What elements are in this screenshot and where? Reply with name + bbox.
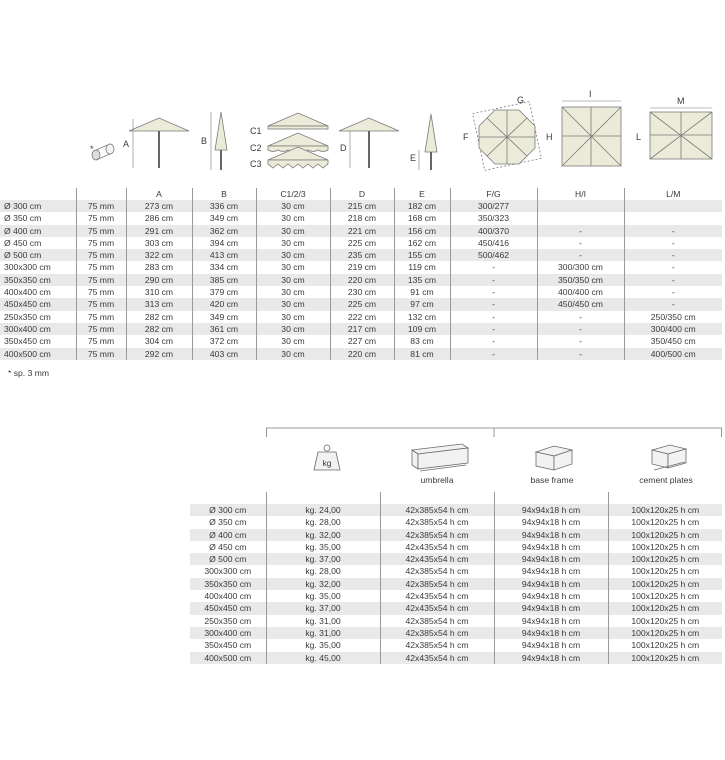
table-cell: 42x385x54 h cm (380, 529, 494, 541)
table-cell: 100x120x25 h cm (608, 602, 722, 614)
table-cell: 304 cm (126, 335, 192, 347)
table-cell: 362 cm (192, 225, 256, 237)
table-row (190, 615, 722, 627)
table-cell: Ø 300 cm (0, 200, 76, 212)
table-cell: - (450, 261, 537, 273)
table-cell: 286 cm (126, 212, 192, 224)
dimensions-header-cell (76, 188, 126, 200)
table-cell: 336 cm (192, 200, 256, 212)
table-cell: - (537, 225, 624, 237)
table-cell: 42x435x54 h cm (380, 590, 494, 602)
table-cell: 100x120x25 h cm (608, 627, 722, 639)
table-cell: 400/500 cm (624, 348, 722, 360)
table-cell: 400/370 (450, 225, 537, 237)
table-cell: - (624, 274, 722, 286)
table-cell: 300x300 cm (204, 566, 252, 577)
table-cell: 350x450 cm (4, 336, 51, 347)
table-cell: 218 cm (330, 212, 394, 224)
table-cell: 94x94x18 h cm (494, 627, 608, 639)
table-cell: kg. 32,00 (266, 578, 380, 590)
table-row (190, 639, 722, 651)
table-cell: 94x94x18 h cm (494, 565, 608, 577)
table-cell: 372 cm (192, 335, 256, 347)
table-cell: 75 mm (76, 261, 126, 273)
table-cell: 75 mm (76, 200, 126, 212)
umbrella-header: umbrella (420, 475, 454, 485)
table-cell (537, 212, 624, 224)
label-c1: C1 (250, 126, 262, 136)
table-cell: 42x385x54 h cm (380, 615, 494, 627)
table-cell: 109 cm (394, 323, 450, 335)
table-cell: 30 cm (256, 335, 330, 347)
table-cell: 100x120x25 h cm (608, 516, 722, 528)
table-cell: Ø 300 cm (190, 504, 266, 516)
table-cell: Ø 500 cm (0, 249, 76, 261)
table-cell: 42x385x54 h cm (380, 565, 494, 577)
table-cell: 155 cm (394, 249, 450, 261)
rectangular-top-view-lm (650, 108, 712, 159)
table-cell: 100x120x25 h cm (608, 639, 722, 651)
table-cell: 300/300 cm (537, 261, 624, 273)
table-row (0, 335, 722, 347)
table-cell: 94x94x18 h cm (494, 615, 608, 627)
table-cell: 283 cm (126, 261, 192, 273)
table-cell: 42x385x54 h cm (380, 578, 494, 590)
table-row (190, 652, 722, 664)
table-cell: 94x94x18 h cm (494, 553, 608, 565)
label-a: A (123, 139, 130, 149)
table-row (190, 602, 722, 614)
table-cell: 310 cm (126, 286, 192, 298)
table-cell: 75 mm (76, 237, 126, 249)
dimensions-table (0, 188, 722, 360)
dimensions-header-cell: F/G (450, 188, 537, 200)
table-cell: 30 cm (256, 200, 330, 212)
pole-section-drawing (92, 144, 114, 160)
table-cell: 75 mm (76, 311, 126, 323)
star-label: * (90, 144, 94, 154)
dimensions-header-cell: A (126, 188, 192, 200)
table-cell: 303 cm (126, 237, 192, 249)
table-cell: Ø 400 cm (190, 529, 266, 541)
table-row (190, 516, 722, 528)
table-cell: 400x400 cm (4, 287, 51, 298)
table-cell: 217 cm (330, 323, 394, 335)
table-cell: 300/277 (450, 200, 537, 212)
table-cell: kg. 28,00 (266, 516, 380, 528)
umbrella-side-view-d (339, 118, 399, 168)
table-cell: Ø 350 cm (4, 213, 42, 224)
table-cell: 349 cm (192, 212, 256, 224)
table-cell: 250x350 cm (4, 311, 51, 322)
table-cell: 394 cm (192, 237, 256, 249)
table-cell: kg. 45,00 (266, 652, 380, 664)
table-cell: - (624, 249, 722, 261)
table-cell: 182 cm (394, 200, 450, 212)
table-row (0, 212, 722, 224)
table-cell: 75 mm (76, 335, 126, 347)
label-f: F (463, 132, 469, 142)
table-cell: 30 cm (256, 286, 330, 298)
table-cell: - (624, 261, 722, 273)
table-cell: 291 cm (126, 225, 192, 237)
table-cell: 30 cm (256, 212, 330, 224)
table-row (190, 553, 722, 565)
table-cell: 300x400 cm (190, 627, 266, 639)
table-cell: 42x435x54 h cm (380, 602, 494, 614)
table-cell: 219 cm (330, 261, 394, 273)
label-c3: C3 (250, 159, 262, 169)
table-cell: - (537, 237, 624, 249)
table-cell: 379 cm (192, 286, 256, 298)
table-cell: - (624, 298, 722, 310)
table-cell: kg. 35,00 (266, 541, 380, 553)
table-cell: Ø 400 cm (0, 225, 76, 237)
table-cell: 91 cm (394, 286, 450, 298)
table-cell: 30 cm (256, 261, 330, 273)
table-cell: 220 cm (330, 274, 394, 286)
technical-diagrams (0, 0, 725, 185)
table-cell: 30 cm (256, 311, 330, 323)
table-cell: 334 cm (192, 261, 256, 273)
table-cell: - (624, 286, 722, 298)
packaging-bracket (266, 426, 722, 438)
table-cell: 94x94x18 h cm (494, 602, 608, 614)
table-row (190, 565, 722, 577)
dimensions-header-cell: H/I (537, 188, 624, 200)
table-cell: 300x400 cm (0, 323, 76, 335)
label-d: D (340, 143, 347, 153)
table-cell: 75 mm (76, 348, 126, 360)
table-cell: 135 cm (394, 274, 450, 286)
table-cell: Ø 350 cm (209, 517, 247, 528)
table-cell: 42x435x54 h cm (380, 541, 494, 553)
label-h: H (546, 132, 553, 142)
umbrella-side-view-a (129, 118, 189, 168)
dimensions-header-cell: C1/2/3 (256, 188, 330, 200)
table-cell: - (537, 348, 624, 360)
table-cell: 94x94x18 h cm (494, 541, 608, 553)
table-cell: kg. 35,00 (266, 590, 380, 602)
umbrella-box-icon (412, 444, 468, 471)
table-cell: 450/450 cm (537, 298, 624, 310)
table-cell: 225 cm (330, 298, 394, 310)
table-cell: kg. 35,00 (266, 639, 380, 651)
table-cell: - (450, 323, 537, 335)
table-cell: 300x300 cm (4, 262, 51, 273)
table-cell: 225 cm (330, 237, 394, 249)
table-row (190, 578, 722, 590)
table-row (0, 249, 722, 261)
table-cell: 119 cm (394, 261, 450, 273)
table-cell: 385 cm (192, 274, 256, 286)
square-top-view-hi (562, 101, 621, 166)
table-cell: - (624, 237, 722, 249)
table-cell: - (450, 286, 537, 298)
table-cell (537, 200, 624, 212)
table-cell: 42x435x54 h cm (380, 553, 494, 565)
table-row (190, 590, 722, 602)
table-cell: 100x120x25 h cm (608, 529, 722, 541)
table-cell: 42x385x54 h cm (380, 627, 494, 639)
packaging-table (190, 504, 722, 664)
table-cell: 94x94x18 h cm (494, 516, 608, 528)
table-cell: 42x385x54 h cm (380, 639, 494, 651)
table-cell: 30 cm (256, 237, 330, 249)
table-cell: 403 cm (192, 348, 256, 360)
table-cell: - (537, 249, 624, 261)
table-cell: 322 cm (126, 249, 192, 261)
base-frame-box-icon (536, 446, 572, 470)
packaging-column-dividers (190, 492, 722, 504)
table-cell: 94x94x18 h cm (494, 639, 608, 651)
table-cell: 227 cm (330, 335, 394, 347)
table-cell: 81 cm (394, 348, 450, 360)
table-cell: Ø 500 cm (190, 553, 266, 565)
dimensions-header-cell (0, 188, 76, 200)
table-cell (624, 200, 722, 212)
table-cell: 413 cm (192, 249, 256, 261)
table-cell: 75 mm (76, 225, 126, 237)
table-cell: 361 cm (192, 323, 256, 335)
table-cell: 215 cm (330, 200, 394, 212)
table-cell: 221 cm (330, 225, 394, 237)
table-cell: 100x120x25 h cm (608, 652, 722, 664)
table-row (190, 529, 722, 541)
table-cell: - (537, 335, 624, 347)
table-cell: 100x120x25 h cm (608, 578, 722, 590)
table-cell: 30 cm (256, 225, 330, 237)
table-cell: 132 cm (394, 311, 450, 323)
table-cell: 300/400 cm (624, 323, 722, 335)
weight-icon-label: kg (322, 458, 332, 468)
dimensions-header-cell: L/M (624, 188, 722, 200)
table-cell: 30 cm (256, 249, 330, 261)
table-cell: - (537, 311, 624, 323)
table-cell: - (624, 225, 722, 237)
table-cell: 42x385x54 h cm (380, 516, 494, 528)
table-cell: 162 cm (394, 237, 450, 249)
table-cell: 75 mm (76, 274, 126, 286)
table-cell: 94x94x18 h cm (494, 529, 608, 541)
table-cell: 75 mm (76, 298, 126, 310)
footnote: * sp. 3 mm (8, 368, 50, 378)
table-cell: 97 cm (394, 298, 450, 310)
table-row (0, 200, 722, 212)
table-cell: 222 cm (330, 311, 394, 323)
table-cell: 450/416 (450, 237, 537, 249)
table-cell: 400x500 cm (0, 348, 76, 360)
table-cell: 273 cm (126, 200, 192, 212)
table-cell: 350x450 cm (204, 640, 252, 651)
table-cell: 292 cm (126, 348, 192, 360)
table-cell: 30 cm (256, 298, 330, 310)
table-cell: 168 cm (394, 212, 450, 224)
table-row (0, 286, 722, 298)
table-cell: 75 mm (76, 212, 126, 224)
table-cell: - (537, 323, 624, 335)
packaging-header (266, 438, 722, 492)
table-cell: 75 mm (76, 286, 126, 298)
table-row (190, 504, 722, 516)
label-b: B (201, 136, 208, 146)
label-i: I (589, 89, 592, 99)
label-g: G (517, 95, 525, 105)
table-cell: 42x385x54 h cm (380, 504, 494, 516)
dimensions-header-cell: D (330, 188, 394, 200)
label-l: L (636, 132, 642, 142)
table-row (190, 627, 722, 639)
table-cell: 100x120x25 h cm (608, 553, 722, 565)
table-cell: 450x450 cm (190, 602, 266, 614)
dimensions-header-cell: E (394, 188, 450, 200)
table-cell: 350/350 cm (537, 274, 624, 286)
table-cell: 250/350 cm (624, 311, 722, 323)
table-cell: 94x94x18 h cm (494, 578, 608, 590)
table-cell: 500/462 (450, 249, 537, 261)
table-cell: 313 cm (126, 298, 192, 310)
table-cell: 30 cm (256, 323, 330, 335)
table-cell: 100x120x25 h cm (608, 565, 722, 577)
table-cell: 100x120x25 h cm (608, 615, 722, 627)
table-cell: 250x350 cm (204, 615, 252, 626)
table-cell: kg. 28,00 (266, 565, 380, 577)
table-cell (624, 212, 722, 224)
table-row (0, 225, 722, 237)
table-cell: Ø 450 cm (209, 541, 247, 552)
table-cell: 420 cm (192, 298, 256, 310)
table-cell: kg. 37,00 (266, 602, 380, 614)
table-cell: 94x94x18 h cm (494, 652, 608, 664)
table-cell: kg. 37,00 (266, 553, 380, 565)
round-top-view-fg (473, 102, 542, 171)
table-row (0, 237, 722, 249)
valance-variants-c (268, 113, 328, 168)
table-cell: - (450, 274, 537, 286)
table-cell: kg. 24,00 (266, 504, 380, 516)
table-cell: kg. 31,00 (266, 615, 380, 627)
table-cell: 30 cm (256, 348, 330, 360)
label-m: M (677, 96, 685, 106)
table-cell: 100x120x25 h cm (608, 504, 722, 516)
cement-plates-header: cement plates (639, 475, 693, 485)
table-cell: 350/323 (450, 212, 537, 224)
dimensions-header-cell: B (192, 188, 256, 200)
table-cell: - (450, 348, 537, 360)
table-cell: kg. 31,00 (266, 627, 380, 639)
table-cell: 400x500 cm (190, 652, 266, 664)
base-frame-header: base frame (530, 475, 574, 485)
table-row (0, 261, 722, 273)
table-cell: - (450, 311, 537, 323)
table-cell: 282 cm (126, 323, 192, 335)
dimensions-header-row (0, 188, 722, 200)
umbrella-closed-view-b (211, 112, 227, 170)
table-cell: 350x350 cm (0, 274, 76, 286)
table-row (0, 274, 722, 286)
table-cell: - (450, 335, 537, 347)
umbrella-closed-view-e (419, 114, 437, 170)
table-cell: 100x120x25 h cm (608, 590, 722, 602)
table-cell: 156 cm (394, 225, 450, 237)
table-row (0, 323, 722, 335)
table-cell: 230 cm (330, 286, 394, 298)
label-e: E (410, 153, 417, 163)
table-row (0, 298, 722, 310)
table-cell: 282 cm (126, 311, 192, 323)
table-cell: 42x435x54 h cm (380, 652, 494, 664)
table-row (0, 311, 722, 323)
table-cell: 75 mm (76, 323, 126, 335)
label-c2: C2 (250, 143, 262, 153)
table-row (190, 541, 722, 553)
table-cell: 30 cm (256, 274, 330, 286)
table-cell: 400x400 cm (204, 591, 252, 602)
table-cell: 349 cm (192, 311, 256, 323)
table-cell: 450x450 cm (0, 298, 76, 310)
table-cell: 220 cm (330, 348, 394, 360)
table-cell: - (450, 298, 537, 310)
table-cell: 350/450 cm (624, 335, 722, 347)
table-cell: 83 cm (394, 335, 450, 347)
table-cell: 94x94x18 h cm (494, 590, 608, 602)
table-cell: 350x350 cm (190, 578, 266, 590)
table-row (0, 348, 722, 360)
table-cell: kg. 32,00 (266, 529, 380, 541)
table-cell: 290 cm (126, 274, 192, 286)
table-cell: 100x120x25 h cm (608, 541, 722, 553)
table-cell: 94x94x18 h cm (494, 504, 608, 516)
table-cell: 75 mm (76, 249, 126, 261)
table-cell: 235 cm (330, 249, 394, 261)
table-cell: Ø 450 cm (4, 237, 42, 248)
cement-plates-icon (652, 445, 686, 470)
table-cell: 400/400 cm (537, 286, 624, 298)
